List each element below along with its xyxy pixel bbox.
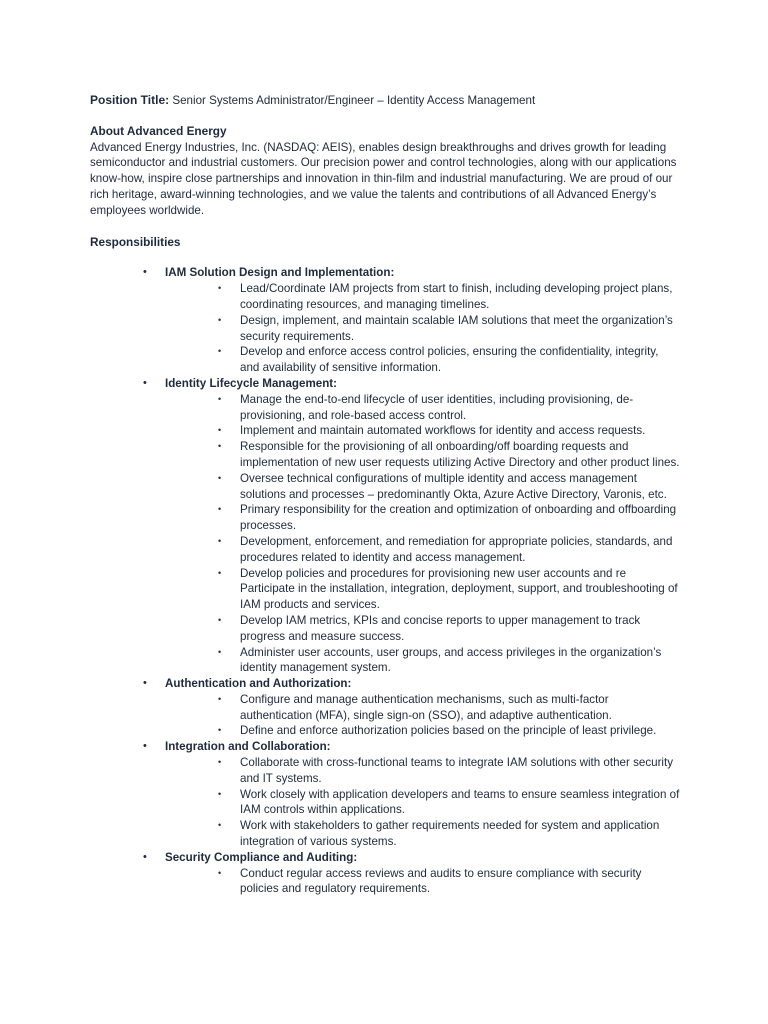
list-item-text: Work with stakeholders to gather requirements needed for system and application integration of various systems.: [240, 819, 660, 849]
list-item-text: Define and enforce authorization policies based on the principle of least privilege.: [240, 724, 657, 738]
bullet-icon: •: [218, 693, 222, 704]
bullet-icon: •: [218, 757, 222, 768]
list-item: [218, 723, 680, 739]
bullet-icon: •: [218, 820, 222, 831]
section-label: Security Compliance and Auditing:: [165, 850, 358, 864]
responsibility-section: [143, 376, 690, 676]
responsibility-section: [143, 265, 690, 376]
list-item: [218, 281, 680, 313]
list-item-text: Work closely with application developers and teams to ensure seamless integration of IAM controls within applications.: [240, 787, 680, 817]
about-heading: About Advanced Energy: [90, 123, 227, 138]
list-item-text: Develop IAM metrics, KPIs and concise reports to upper management to track progress and measure success.: [240, 613, 641, 643]
bullet-icon: •: [218, 788, 222, 799]
list-item: [218, 613, 680, 645]
list-item-text: Configure and manage authentication mechanisms, such as multi-factor authentication (MFA), single sign-on (SSO), and adaptive authentication.: [240, 692, 612, 722]
position-title-label: Position Title:: [90, 93, 170, 107]
list-item-text: Collaborate with cross-functional teams to integrate IAM solutions with other security and IT systems.: [240, 756, 674, 785]
list-item: [218, 534, 680, 566]
about-paragraph: Advanced Energy Industries, Inc. (NASDAQ: AEIS), enables design breakthroughs and drives growth for leading semiconductor and industrial customers. Our precision power and control technologies, along with our applications know-how, inspire close partnerships and innovation in thin-film and industrial manufacturing. We are proud of our rich heritage, award-winning technologies, and we value the talents and contributions of all Advanced Energy’s employees worldwide.: [90, 140, 677, 217]
position-title-value: Senior Systems Administrator/Engineer – Identity Access Management: [172, 94, 536, 107]
list-item: [218, 818, 680, 850]
section-label: Integration and Collaboration:: [165, 740, 331, 754]
bullet-icon: •: [218, 393, 222, 404]
list-item: [218, 344, 680, 376]
section-label: Authentication and Authorization:: [165, 677, 352, 691]
list-item: [218, 439, 680, 471]
list-item-text: Lead/Coordinate IAM projects from start to finish, including developing project plans, coordinating resources, and managing timelines.: [240, 282, 673, 311]
section-items: [165, 392, 690, 676]
bullet-icon: •: [218, 646, 222, 657]
bullet-icon: •: [218, 504, 222, 515]
list-item-text: Primary responsibility for the creation and optimization of onboarding and offboarding processes.: [240, 503, 677, 533]
list-item-text: Develop and enforce access control policies, ensuring the confidentiality, integrity, and availability of sensitive information.: [240, 345, 659, 375]
section-items: [165, 866, 690, 898]
responsibility-section: [143, 676, 690, 739]
section-label: IAM Solution Design and Implementation:: [165, 266, 395, 280]
section-items: [165, 281, 690, 376]
document-body: [90, 93, 690, 897]
bullet-icon: •: [218, 425, 222, 436]
responsibility-section: [143, 850, 690, 897]
list-item: [218, 313, 680, 345]
bullet-icon: •: [218, 535, 222, 546]
section-items: [165, 692, 690, 739]
bullet-icon: •: [218, 314, 222, 325]
bullet-icon: •: [218, 867, 222, 878]
responsibility-section: [143, 739, 690, 850]
list-item-text: Design, implement, and maintain scalable IAM solutions that meet the organization’s security requirements.: [240, 313, 673, 343]
responsibilities-heading: Responsibilities: [90, 234, 181, 249]
bullet-icon: •: [218, 725, 222, 736]
list-item-text: Conduct regular access reviews and audits to ensure compliance with security policies and regulatory requirements.: [240, 866, 642, 896]
list-item: [218, 502, 680, 534]
bullet-icon: •: [143, 266, 147, 279]
bullet-icon: •: [143, 677, 147, 690]
list-item-text: Develop policies and procedures for provisioning new user accounts and re Participate in the installation, integration, deployment, support, and troubleshooting of IAM products and services.: [240, 566, 678, 612]
list-item: [218, 692, 680, 724]
list-item-text: Manage the end-to-end lifecycle of user identities, including provisioning, de-provisioning, and role-based access control.: [240, 392, 634, 422]
list-item: [218, 755, 680, 787]
list-item: [218, 392, 680, 424]
list-item-text: Implement and maintain automated workflows for identity and access requests.: [240, 424, 646, 438]
bullet-icon: •: [218, 614, 222, 625]
list-item-text: Oversee technical configurations of multiple identity and access management solutions and processes – predominantly Okta, Azure Active Directory, Varonis, etc.: [240, 471, 667, 501]
list-item-text: Responsible for the provisioning of all onboarding/off boarding requests and implementation of new user requests utilizing Active Directory and other product lines.: [240, 440, 680, 469]
responsibilities-list: [90, 265, 690, 897]
list-item-text: Development, enforcement, and remediation for appropriate policies, standards, and procedures related to identity and access management.: [240, 534, 673, 564]
list-item: [218, 787, 680, 819]
bullet-icon: •: [218, 567, 222, 578]
bullet-icon: •: [218, 283, 222, 294]
bullet-icon: •: [218, 346, 222, 357]
list-item: [218, 471, 680, 503]
bullet-icon: •: [143, 850, 147, 863]
bullet-icon: •: [218, 441, 222, 452]
section-items: [165, 755, 690, 850]
bullet-icon: •: [143, 740, 147, 753]
list-item-text: Administer user accounts, user groups, and access privileges in the organization’s identity management system.: [240, 645, 662, 675]
bullet-icon: •: [143, 376, 147, 389]
list-item: [218, 566, 680, 613]
position-title: [90, 93, 690, 109]
list-item: [218, 866, 680, 898]
list-item: [218, 423, 680, 439]
list-item: [218, 645, 680, 677]
section-label: Identity Lifecycle Management:: [165, 376, 338, 390]
bullet-icon: •: [218, 472, 222, 483]
